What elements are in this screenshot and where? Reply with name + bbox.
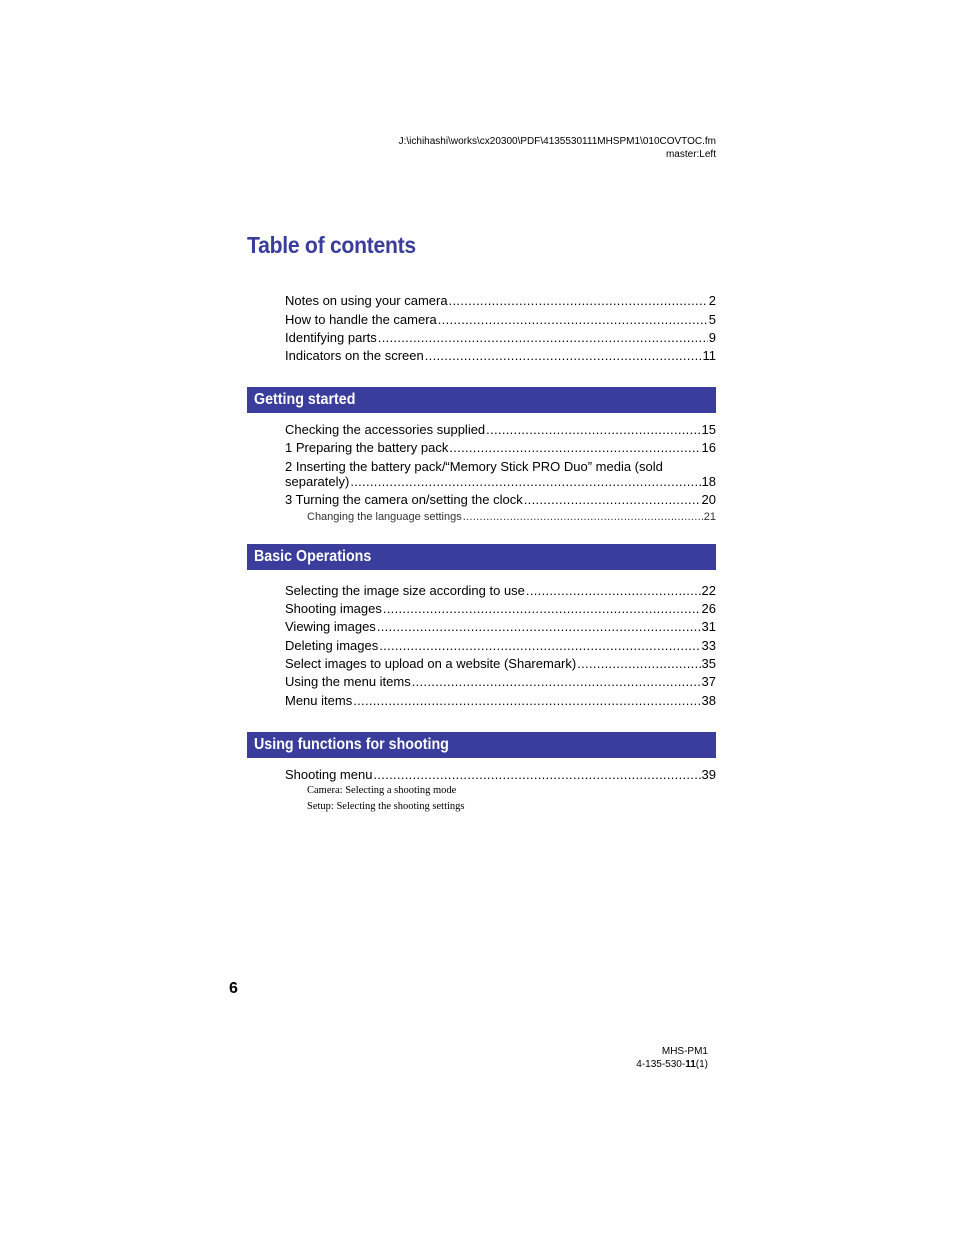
toc-entry-text: Checking the accessories supplied xyxy=(285,422,486,437)
toc-subentry-language[interactable] xyxy=(307,510,716,525)
toc-entry-battery[interactable] xyxy=(285,440,716,455)
leader-dots xyxy=(412,674,701,689)
toc-entry-page: 22 xyxy=(701,583,716,598)
toc-entry-text: Indicators on the screen xyxy=(285,348,424,363)
toc-entry-text: Identifying parts xyxy=(285,330,377,345)
page-title: Table of contents xyxy=(247,232,416,258)
toc-entry-page: 2 xyxy=(708,293,716,308)
toc-entry-identifying[interactable] xyxy=(285,330,716,345)
part-number: 4-135-530-11(1) xyxy=(636,1059,708,1070)
toc-entry-inserting[interactable] xyxy=(285,459,716,489)
toc-entry-text: Viewing images xyxy=(285,619,376,634)
leader-dots xyxy=(425,348,702,363)
leader-dots xyxy=(379,638,700,653)
toc-entry-page: 15 xyxy=(701,422,716,437)
toc-entry-handle[interactable] xyxy=(285,312,716,327)
toc-entry-deleting[interactable] xyxy=(285,638,716,653)
toc-entry-page: 18 xyxy=(701,474,716,489)
toc-entry-page: 31 xyxy=(701,619,716,634)
toc-entry-shooting-menu[interactable] xyxy=(285,767,716,782)
toc-entry-page: 33 xyxy=(701,638,716,653)
toc-entry-page: 39 xyxy=(701,767,716,782)
toc-subentry-setup[interactable]: Setup: Selecting the shooting settings xyxy=(307,801,465,812)
toc-entry-text: Using the menu items xyxy=(285,674,411,689)
section-heading-using-functions: Using functions for shooting xyxy=(247,732,716,758)
master-label: master:Left xyxy=(665,149,716,160)
leader-dots xyxy=(449,440,700,455)
leader-dots xyxy=(463,510,703,525)
leader-dots xyxy=(438,312,708,327)
toc-entry-text: Menu items xyxy=(285,693,353,708)
leader-dots xyxy=(353,693,700,708)
toc-entry-text: 1 Preparing the battery pack xyxy=(285,440,449,455)
leader-dots xyxy=(526,583,701,598)
leader-dots xyxy=(383,601,701,616)
header-file-path xyxy=(399,135,716,161)
toc-entry-page: 26 xyxy=(701,601,716,616)
toc-entry-notes[interactable] xyxy=(285,293,716,308)
toc-entry-text-line2: separately) xyxy=(285,474,350,489)
toc-entry-text: Changing the language settings xyxy=(307,511,462,523)
toc-entry-text: Shooting menu xyxy=(285,767,373,782)
section-heading-basic-operations: Basic Operations xyxy=(247,544,716,570)
toc-entry-text: How to handle the camera xyxy=(285,312,437,327)
toc-entry-image-size[interactable] xyxy=(285,583,716,598)
toc-entry-indicators[interactable] xyxy=(285,348,716,363)
model-name: MHS-PM1 xyxy=(661,1046,708,1057)
toc-entry-text: Deleting images xyxy=(285,638,379,653)
leader-dots xyxy=(350,474,700,489)
toc-entry-page: 20 xyxy=(701,492,716,507)
toc-entry-viewing[interactable] xyxy=(285,619,716,634)
toc-entry-text: Shooting images xyxy=(285,601,382,616)
leader-dots xyxy=(486,422,700,437)
toc-entry-page: 16 xyxy=(701,440,716,455)
page-number: 6 xyxy=(229,980,238,997)
toc-entry-text: 3 Turning the camera on/setting the clock xyxy=(285,492,523,507)
toc-entry-page: 11 xyxy=(702,348,716,363)
toc-entry-page: 37 xyxy=(701,674,716,689)
leader-dots xyxy=(577,656,700,671)
footer-product-code xyxy=(636,1045,708,1071)
leader-dots xyxy=(378,330,708,345)
toc-entry-page: 38 xyxy=(701,693,716,708)
toc-entry-text: Selecting the image size according to use xyxy=(285,583,525,598)
toc-subentry-camera[interactable]: Camera: Selecting a shooting mode xyxy=(307,785,457,796)
toc-entry-accessories[interactable] xyxy=(285,422,716,437)
file-path: J:\ichihashi\works\cx20300\PDF\4135530111MHSPM1\010COVTOC.fm xyxy=(398,136,716,147)
toc-entry-page: 21 xyxy=(703,511,716,523)
leader-dots xyxy=(373,767,700,782)
leader-dots xyxy=(377,619,701,634)
toc-entry-page: 35 xyxy=(701,656,716,671)
toc-entry-text: Select images to upload on a website (Sharemark) xyxy=(285,656,577,671)
toc-entry-sharemark[interactable] xyxy=(285,656,716,671)
toc-entry-page: 9 xyxy=(708,330,716,345)
toc-entry-menu-items-usage[interactable] xyxy=(285,674,716,689)
toc-entry-clock[interactable] xyxy=(285,492,716,507)
leader-dots xyxy=(449,293,708,308)
toc-entry-text: Notes on using your camera xyxy=(285,293,448,308)
toc-entry-menu-items[interactable] xyxy=(285,693,716,708)
section-heading-getting-started: Getting started xyxy=(247,387,716,413)
leader-dots xyxy=(524,492,701,507)
toc-entry-shooting[interactable] xyxy=(285,601,716,616)
toc-entry-text-line1: 2 Inserting the battery pack/“Memory Stick PRO Duo” media (sold xyxy=(285,459,663,474)
toc-entry-page: 5 xyxy=(708,312,716,327)
